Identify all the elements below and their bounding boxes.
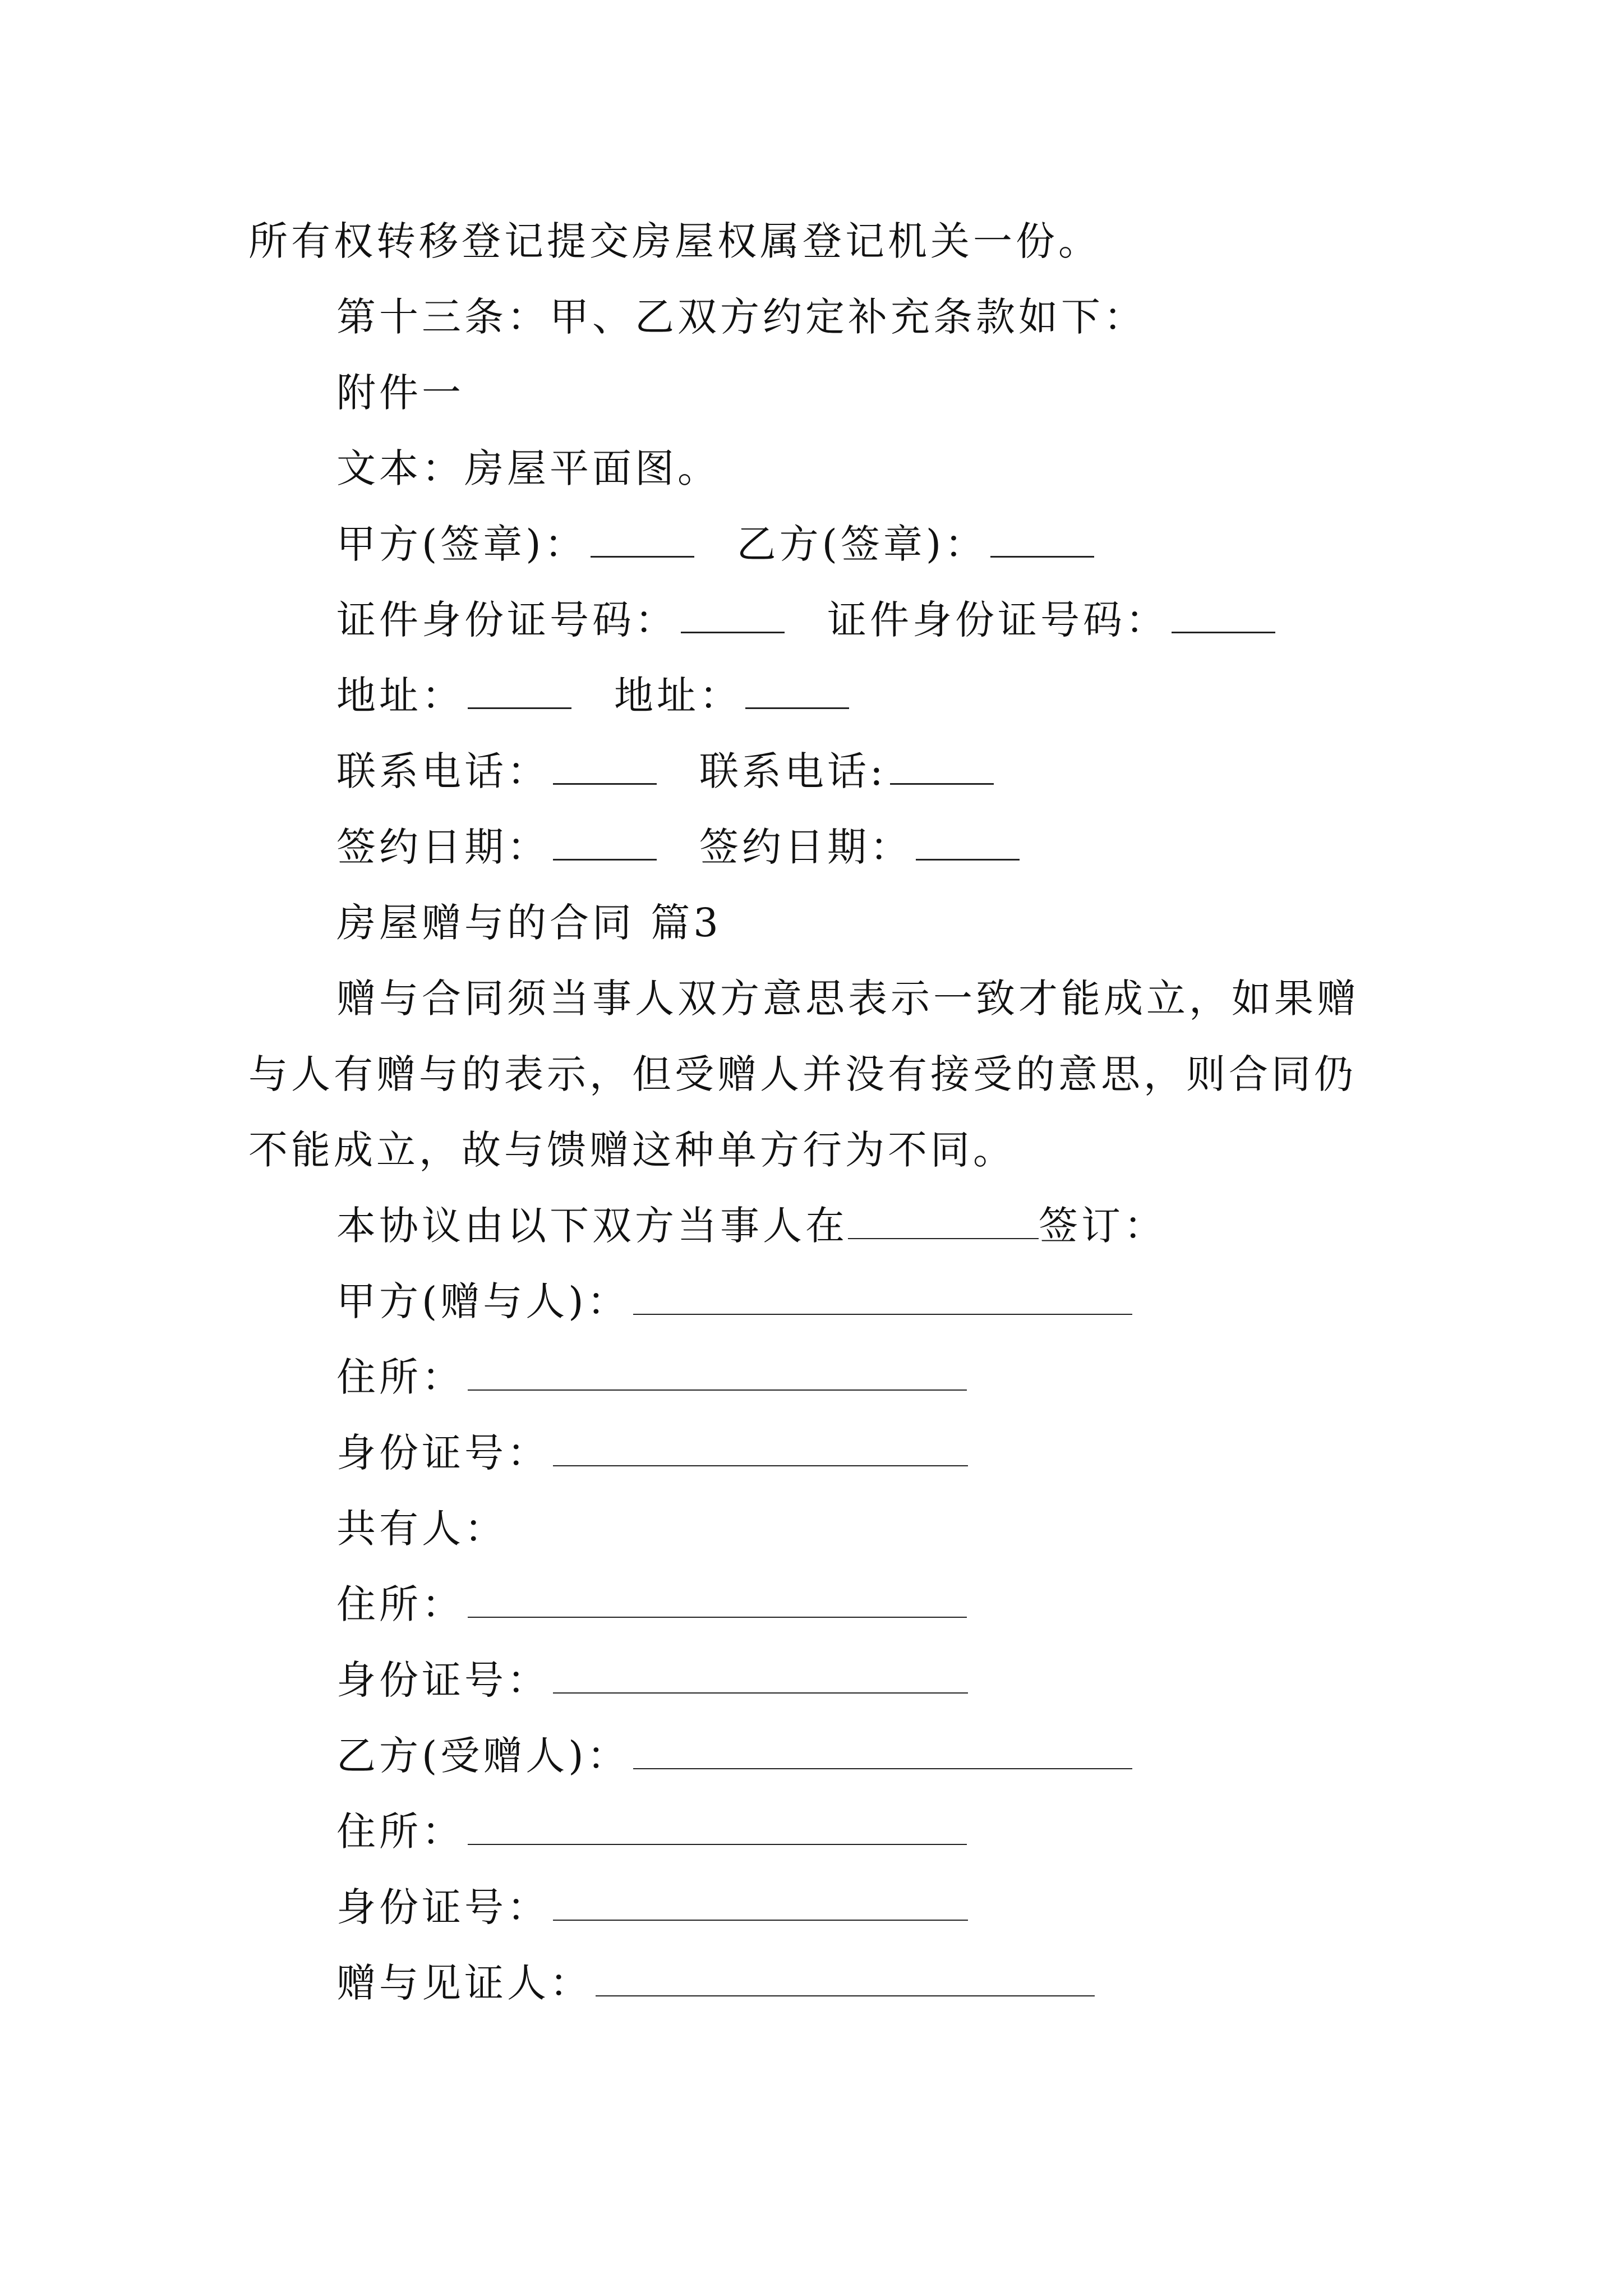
donee-id-row bbox=[336, 1876, 971, 1938]
party-b-address-label: 地址： bbox=[614, 673, 742, 719]
party-b-id-label: 证件身份证号码： bbox=[827, 597, 1168, 643]
donee-id-label: 身份证号： bbox=[336, 1884, 550, 1930]
party-a-date-blank[interactable] bbox=[553, 824, 657, 861]
witness-row bbox=[336, 1952, 1098, 2014]
party-b-seal-label: 乙方(签章)： bbox=[736, 521, 988, 567]
donee-residence-blank[interactable] bbox=[468, 1809, 967, 1845]
witness-label: 赠与见证人： bbox=[336, 1960, 592, 2006]
donee-label: 乙方(受赠人)： bbox=[336, 1733, 630, 1779]
donor-blank[interactable] bbox=[633, 1279, 1132, 1315]
address-row bbox=[336, 665, 852, 726]
donor-id-row bbox=[336, 1422, 971, 1484]
co-owner-residence-label: 住所： bbox=[336, 1581, 464, 1627]
co-owner-id-blank[interactable] bbox=[553, 1658, 968, 1694]
donee-residence-label: 住所： bbox=[336, 1809, 464, 1855]
id-number-row bbox=[336, 589, 1279, 651]
section-heading-text: 房屋赠与的合同 篇3 bbox=[336, 900, 722, 946]
witness-blank[interactable] bbox=[596, 1961, 1095, 1996]
party-b-address-blank[interactable] bbox=[745, 673, 849, 709]
agreement-location-blank[interactable] bbox=[848, 1203, 1039, 1239]
donor-residence-label: 住所： bbox=[336, 1354, 464, 1400]
donor-residence-blank[interactable] bbox=[468, 1355, 967, 1391]
party-a-seal-blank[interactable] bbox=[591, 521, 694, 558]
attachment-text: 附件一 bbox=[336, 370, 464, 416]
party-a-address-label: 地址： bbox=[336, 673, 464, 719]
article-13-text: 第十三条：甲、乙双方约定补充条款如下： bbox=[336, 294, 1146, 340]
party-b-date-blank[interactable] bbox=[916, 824, 1020, 861]
co-owner-residence-row bbox=[336, 1573, 970, 1635]
donee-residence-row bbox=[336, 1801, 970, 1862]
paragraph-line-1 bbox=[336, 968, 1359, 1029]
agreement-location-row bbox=[336, 1195, 1166, 1257]
party-a-seal-label: 甲方(签章)： bbox=[336, 521, 587, 567]
party-b-id-blank[interactable] bbox=[1172, 597, 1275, 633]
text-floor-plan bbox=[336, 438, 720, 499]
continuation-text: 所有权转移登记提交房屋权属登记机关一份。 bbox=[248, 218, 1101, 264]
party-a-phone-label: 联系电话： bbox=[336, 748, 550, 794]
paragraph-text-1: 赠与合同须当事人双方意思表示一致才能成立，如果赠 bbox=[336, 976, 1359, 1022]
donee-blank[interactable] bbox=[633, 1733, 1132, 1769]
donor-label: 甲方(赠与人)： bbox=[336, 1278, 630, 1324]
co-owner-residence-blank[interactable] bbox=[468, 1582, 967, 1618]
paragraph-text-3: 不能成立，故与馈赠这种单方行为不同。 bbox=[248, 1127, 1016, 1173]
donee-id-blank[interactable] bbox=[553, 1885, 968, 1921]
agreement-prefix: 本协议由以下双方当事人在 bbox=[336, 1203, 848, 1249]
party-a-phone-blank[interactable] bbox=[553, 748, 657, 785]
paragraph-line-2 bbox=[248, 1043, 1357, 1105]
floor-plan-text: 文本：房屋平面图。 bbox=[336, 445, 720, 491]
article-13 bbox=[336, 286, 1146, 348]
party-a-id-label: 证件身份证号码： bbox=[336, 597, 677, 643]
party-a-address-blank[interactable] bbox=[468, 673, 571, 709]
phone-row bbox=[336, 740, 997, 802]
party-b-phone-blank[interactable] bbox=[890, 748, 994, 785]
party-a-date-label: 签约日期： bbox=[336, 824, 550, 870]
party-b-phone-label: 联系电话: bbox=[699, 748, 887, 794]
sign-date-row bbox=[336, 816, 1023, 878]
party-a-id-blank[interactable] bbox=[681, 597, 785, 633]
co-owner-row bbox=[336, 1498, 507, 1559]
agreement-suffix: 签订： bbox=[1039, 1203, 1166, 1249]
co-owner-label: 共有人： bbox=[336, 1506, 507, 1552]
paragraph-continuation bbox=[248, 210, 1101, 272]
donor-id-label: 身份证号： bbox=[336, 1430, 550, 1476]
signature-row bbox=[336, 513, 1098, 575]
party-b-date-label: 签约日期： bbox=[699, 824, 912, 870]
paragraph-text-2: 与人有赠与的表示，但受赠人并没有接受的意思，则合同仍 bbox=[248, 1051, 1357, 1097]
donor-id-blank[interactable] bbox=[553, 1430, 968, 1466]
co-owner-id-row bbox=[336, 1649, 971, 1711]
paragraph-line-3 bbox=[248, 1119, 1016, 1181]
section-heading bbox=[336, 892, 722, 954]
donor-residence-row bbox=[336, 1346, 970, 1408]
co-owner-id-label: 身份证号： bbox=[336, 1657, 550, 1703]
party-b-seal-blank[interactable] bbox=[990, 521, 1094, 558]
attachment-heading bbox=[336, 362, 464, 424]
donee-row bbox=[336, 1725, 1136, 1787]
donor-row bbox=[336, 1271, 1136, 1332]
